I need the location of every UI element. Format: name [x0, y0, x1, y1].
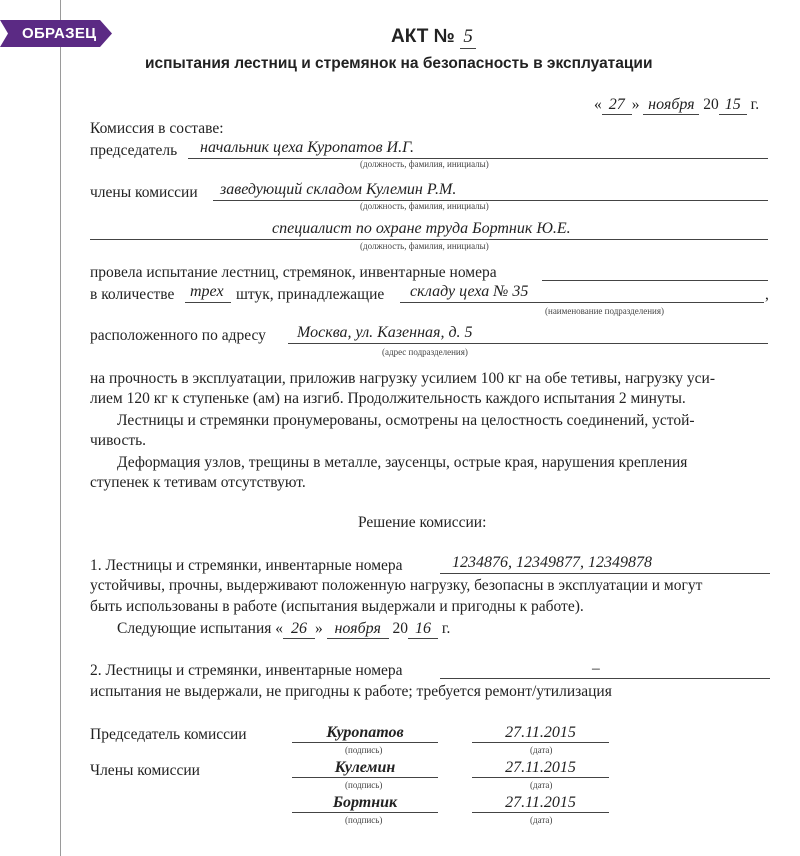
decision-item2-line2: испытания не выдержали, не пригодны к работе; требуется ремонт/утилизация — [90, 683, 612, 700]
signature-1: Куропатов — [326, 724, 404, 741]
sign-chair-label: Председатель комиссии — [90, 726, 247, 743]
test-line1: провела испытание лестниц, стремянок, инвентарные номера — [90, 264, 497, 281]
date-line-1 — [472, 742, 609, 743]
item1-numbers: 1234876, 12349877, 12349878 — [452, 554, 652, 571]
date-caption-1: (дата) — [530, 745, 553, 755]
member2-value: специалист по охране труда Бортник Ю.Е. — [272, 220, 571, 237]
act-number: 5 — [460, 26, 476, 49]
member1-field-line — [213, 200, 768, 201]
para2-line2: чивость. — [90, 432, 147, 449]
act-date — [594, 96, 759, 115]
member1-value: заведующий складом Кулемин Р.М. — [220, 181, 457, 198]
next-open-quote: « — [275, 620, 284, 637]
act-title-prefix: АКТ № — [391, 26, 455, 47]
next-test — [117, 620, 450, 639]
qty-unit: штук, принадлежащие — [236, 286, 385, 303]
next-year: 16 — [408, 620, 438, 639]
sample-badge — [0, 20, 112, 47]
qty-label: в количестве — [90, 286, 175, 303]
member2-field-line — [90, 239, 768, 240]
owner-comma: , — [765, 286, 769, 303]
date-3: 27.11.2015 — [505, 794, 576, 811]
date-month: ноября — [643, 96, 699, 115]
act-title — [391, 26, 476, 49]
qty-value: трех — [190, 283, 224, 300]
date-line-3 — [472, 812, 609, 813]
item2-numbers-line — [440, 678, 770, 679]
address-value: Москва, ул. Казенная, д. 5 — [297, 324, 473, 341]
date-open-quote: « — [594, 96, 602, 113]
next-day: 26 — [283, 620, 315, 639]
owner-field-line — [400, 302, 764, 303]
para3-line2: ступенек к тетивам отсутствуют. — [90, 474, 306, 491]
signature-line-1 — [292, 742, 438, 743]
chair-value: начальник цеха Куропатов И.Г. — [200, 139, 414, 156]
chair-label: председатель — [90, 142, 178, 159]
badge-label: ОБРАЗЕЦ — [22, 25, 97, 42]
next-close-quote: » — [315, 620, 323, 637]
decision-heading: Решение комиссии: — [358, 514, 487, 531]
member2-caption: (должность, фамилия, инициалы) — [360, 241, 489, 251]
owner-caption: (наименование подразделения) — [545, 306, 664, 316]
address-label: расположенного по адресу — [90, 327, 266, 344]
members-label: члены комиссии — [90, 184, 198, 201]
date-suffix: г. — [750, 96, 760, 113]
date-caption-3: (дата) — [530, 815, 553, 825]
next-month: ноября — [327, 620, 389, 639]
date-year: 15 — [719, 96, 747, 115]
chair-caption: (должность, фамилия, инициалы) — [360, 159, 489, 169]
next-test-label: Следующие испытания — [117, 620, 272, 637]
item2-dash: – — [592, 660, 600, 677]
signature-line-2 — [292, 777, 438, 778]
act-subtitle: испытания лестниц и стремянок на безопасность в эксплуатации — [145, 55, 653, 72]
signature-2: Кулемин — [334, 759, 396, 776]
item1-numbers-line — [440, 573, 770, 574]
qty-field-line — [185, 302, 231, 303]
next-year-prefix: 20 — [392, 620, 409, 637]
date-day: 27 — [602, 96, 632, 115]
owner-value: складу цеха № 35 — [410, 283, 529, 300]
para1-line2: лием 120 кг к ступенькe (ам) на изгиб. Продолжительность каждого испытания 2 минуты. — [90, 390, 686, 407]
signature-caption-3: (подпись) — [345, 815, 383, 825]
signature-caption-1: (подпись) — [345, 745, 383, 755]
commission-intro: Комиссия в составе: — [90, 120, 224, 137]
decision-item2-label: 2. Лестницы и стремянки, инвентарные номера — [90, 662, 403, 679]
para2-line1: Лестницы и стремянки пронумерованы, осмотрены на целостность соединений, устой- — [117, 412, 695, 429]
address-caption: (адрес подразделения) — [382, 347, 468, 357]
para3-line1: Деформация узлов, трещины в металле, заусенцы, острые края, нарушения крепления — [117, 454, 688, 471]
date-year-prefix: 20 — [703, 96, 719, 113]
decision-item1-label: 1. Лестницы и стремянки, инвентарные номера — [90, 557, 403, 574]
decision-item1-line2: устойчивы, прочны, выдерживают положенную нагрузку, безопасны в эксплуатации и могут — [90, 577, 703, 594]
decision-item1-line3: быть использованы в работе (испытания выдержали и пригодны к работе). — [90, 598, 584, 615]
para1-line1: на прочность в эксплуатации, приложив нагрузку усилием 100 кг на обе тетивы, нагрузку уси- — [90, 370, 716, 387]
date-1: 27.11.2015 — [505, 724, 576, 741]
date-close-quote: » — [631, 96, 640, 113]
signature-3: Бортник — [332, 794, 398, 811]
date-line-2 — [472, 777, 609, 778]
date-2: 27.11.2015 — [505, 759, 576, 776]
sign-members-label: Члены комиссии — [90, 762, 200, 779]
inventory-field-line — [542, 280, 768, 281]
signature-caption-2: (подпись) — [345, 780, 383, 790]
member1-caption: (должность, фамилия, инициалы) — [360, 201, 489, 211]
date-caption-2: (дата) — [530, 780, 553, 790]
signature-line-3 — [292, 812, 438, 813]
address-field-line — [288, 343, 768, 344]
next-suffix: г. — [441, 620, 451, 637]
